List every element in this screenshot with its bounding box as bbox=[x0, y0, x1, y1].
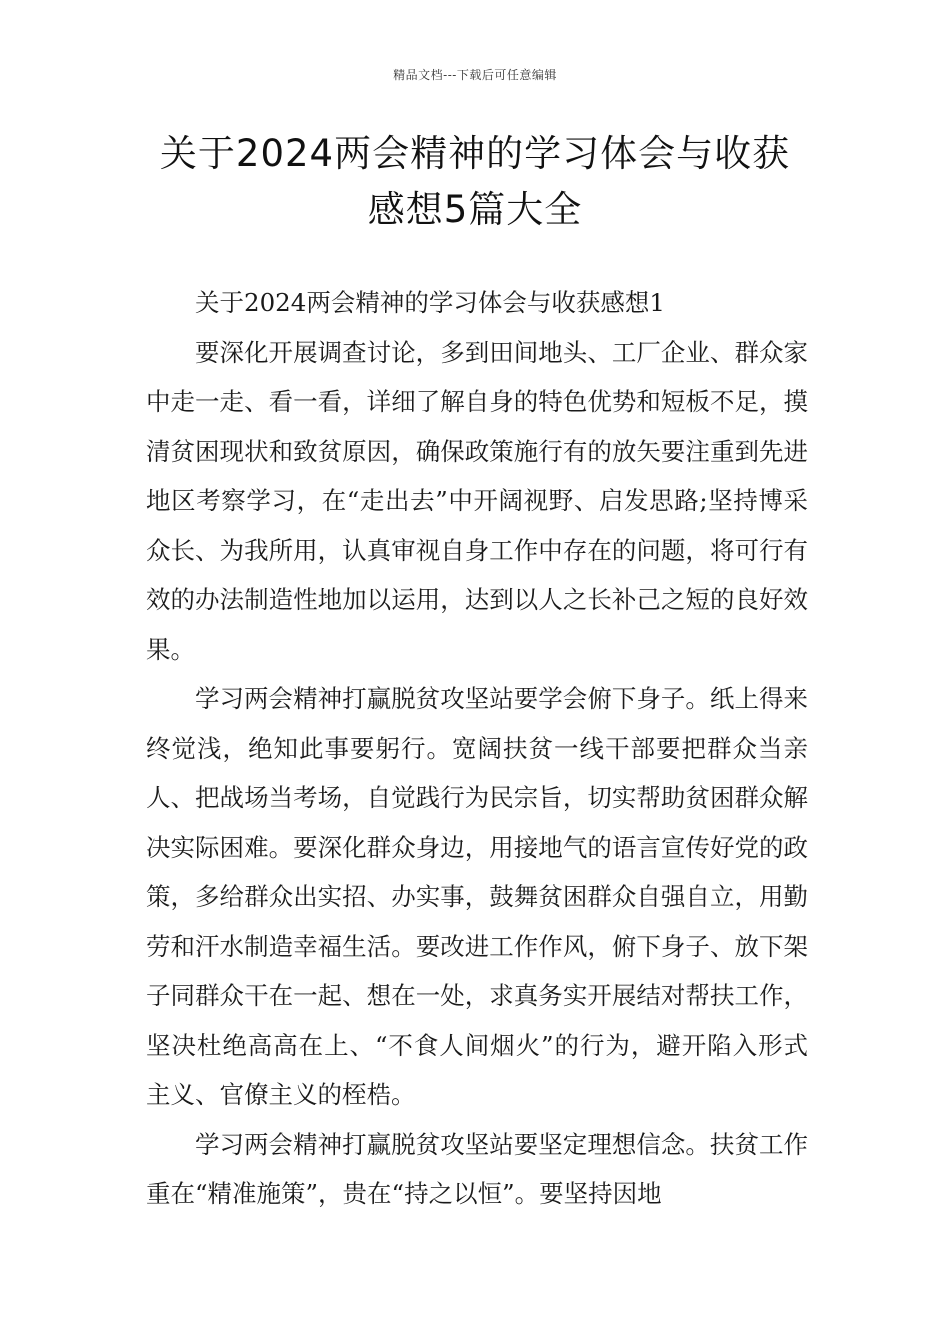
document-body bbox=[146, 278, 808, 1219]
header-note: 精品文档---下载后可任意编辑 bbox=[393, 68, 557, 82]
title-line-2: 感想5篇大全 bbox=[367, 188, 583, 231]
paragraph: 学习两会精神打赢脱贫攻坚站要学会俯下身子。纸上得来终觉浅，绝知此事要躬行。宽阔扶贫一线干部要把群众当亲人、把战场当考场，自觉践行为民宗旨，切实帮助贫困群众解决实际困难。要深化群众身边，用接地气的语言宣传好党的政策，多给群众出实招、办实事，鼓舞贫困群众自强自立，用勤劳和汗水制造幸福生活。要改进工作作风，俯下身子、放下架子同群众干在一起、想在一处，求真务实开展结对帮扶工作，坚决杜绝高高在上、“不食人间烟火”的行为，避开陷入形式主义、官僚主义的桎梏。 bbox=[146, 684, 808, 1109]
paragraph: 学习两会精神打赢脱贫攻坚站要坚定理想信念。扶贫工作重在“精准施策”，贵在“持之以恒”。要坚持因地 bbox=[146, 1129, 808, 1208]
paragraph: 要深化开展调查讨论，多到田间地头、工厂企业、群众家中走一走、看一看，详细了解自身的特色优势和短板不足，摸清贫困现状和致贫原因，确保政策施行有的放矢要注重到先进地区考察学习，在“走出去”中开阔视野、启发思路;坚持博采众长、为我所用，认真审视自身工作中存在的问题，将可行有效的办法制造性地加以运用，达到以人之长补己之短的良好效果。 bbox=[146, 337, 808, 664]
section-heading: 关于2024两会精神的学习体会与收获感想1 bbox=[195, 288, 665, 317]
document-title bbox=[120, 126, 830, 238]
title-line-1: 关于2024两会精神的学习体会与收获 bbox=[159, 132, 791, 175]
